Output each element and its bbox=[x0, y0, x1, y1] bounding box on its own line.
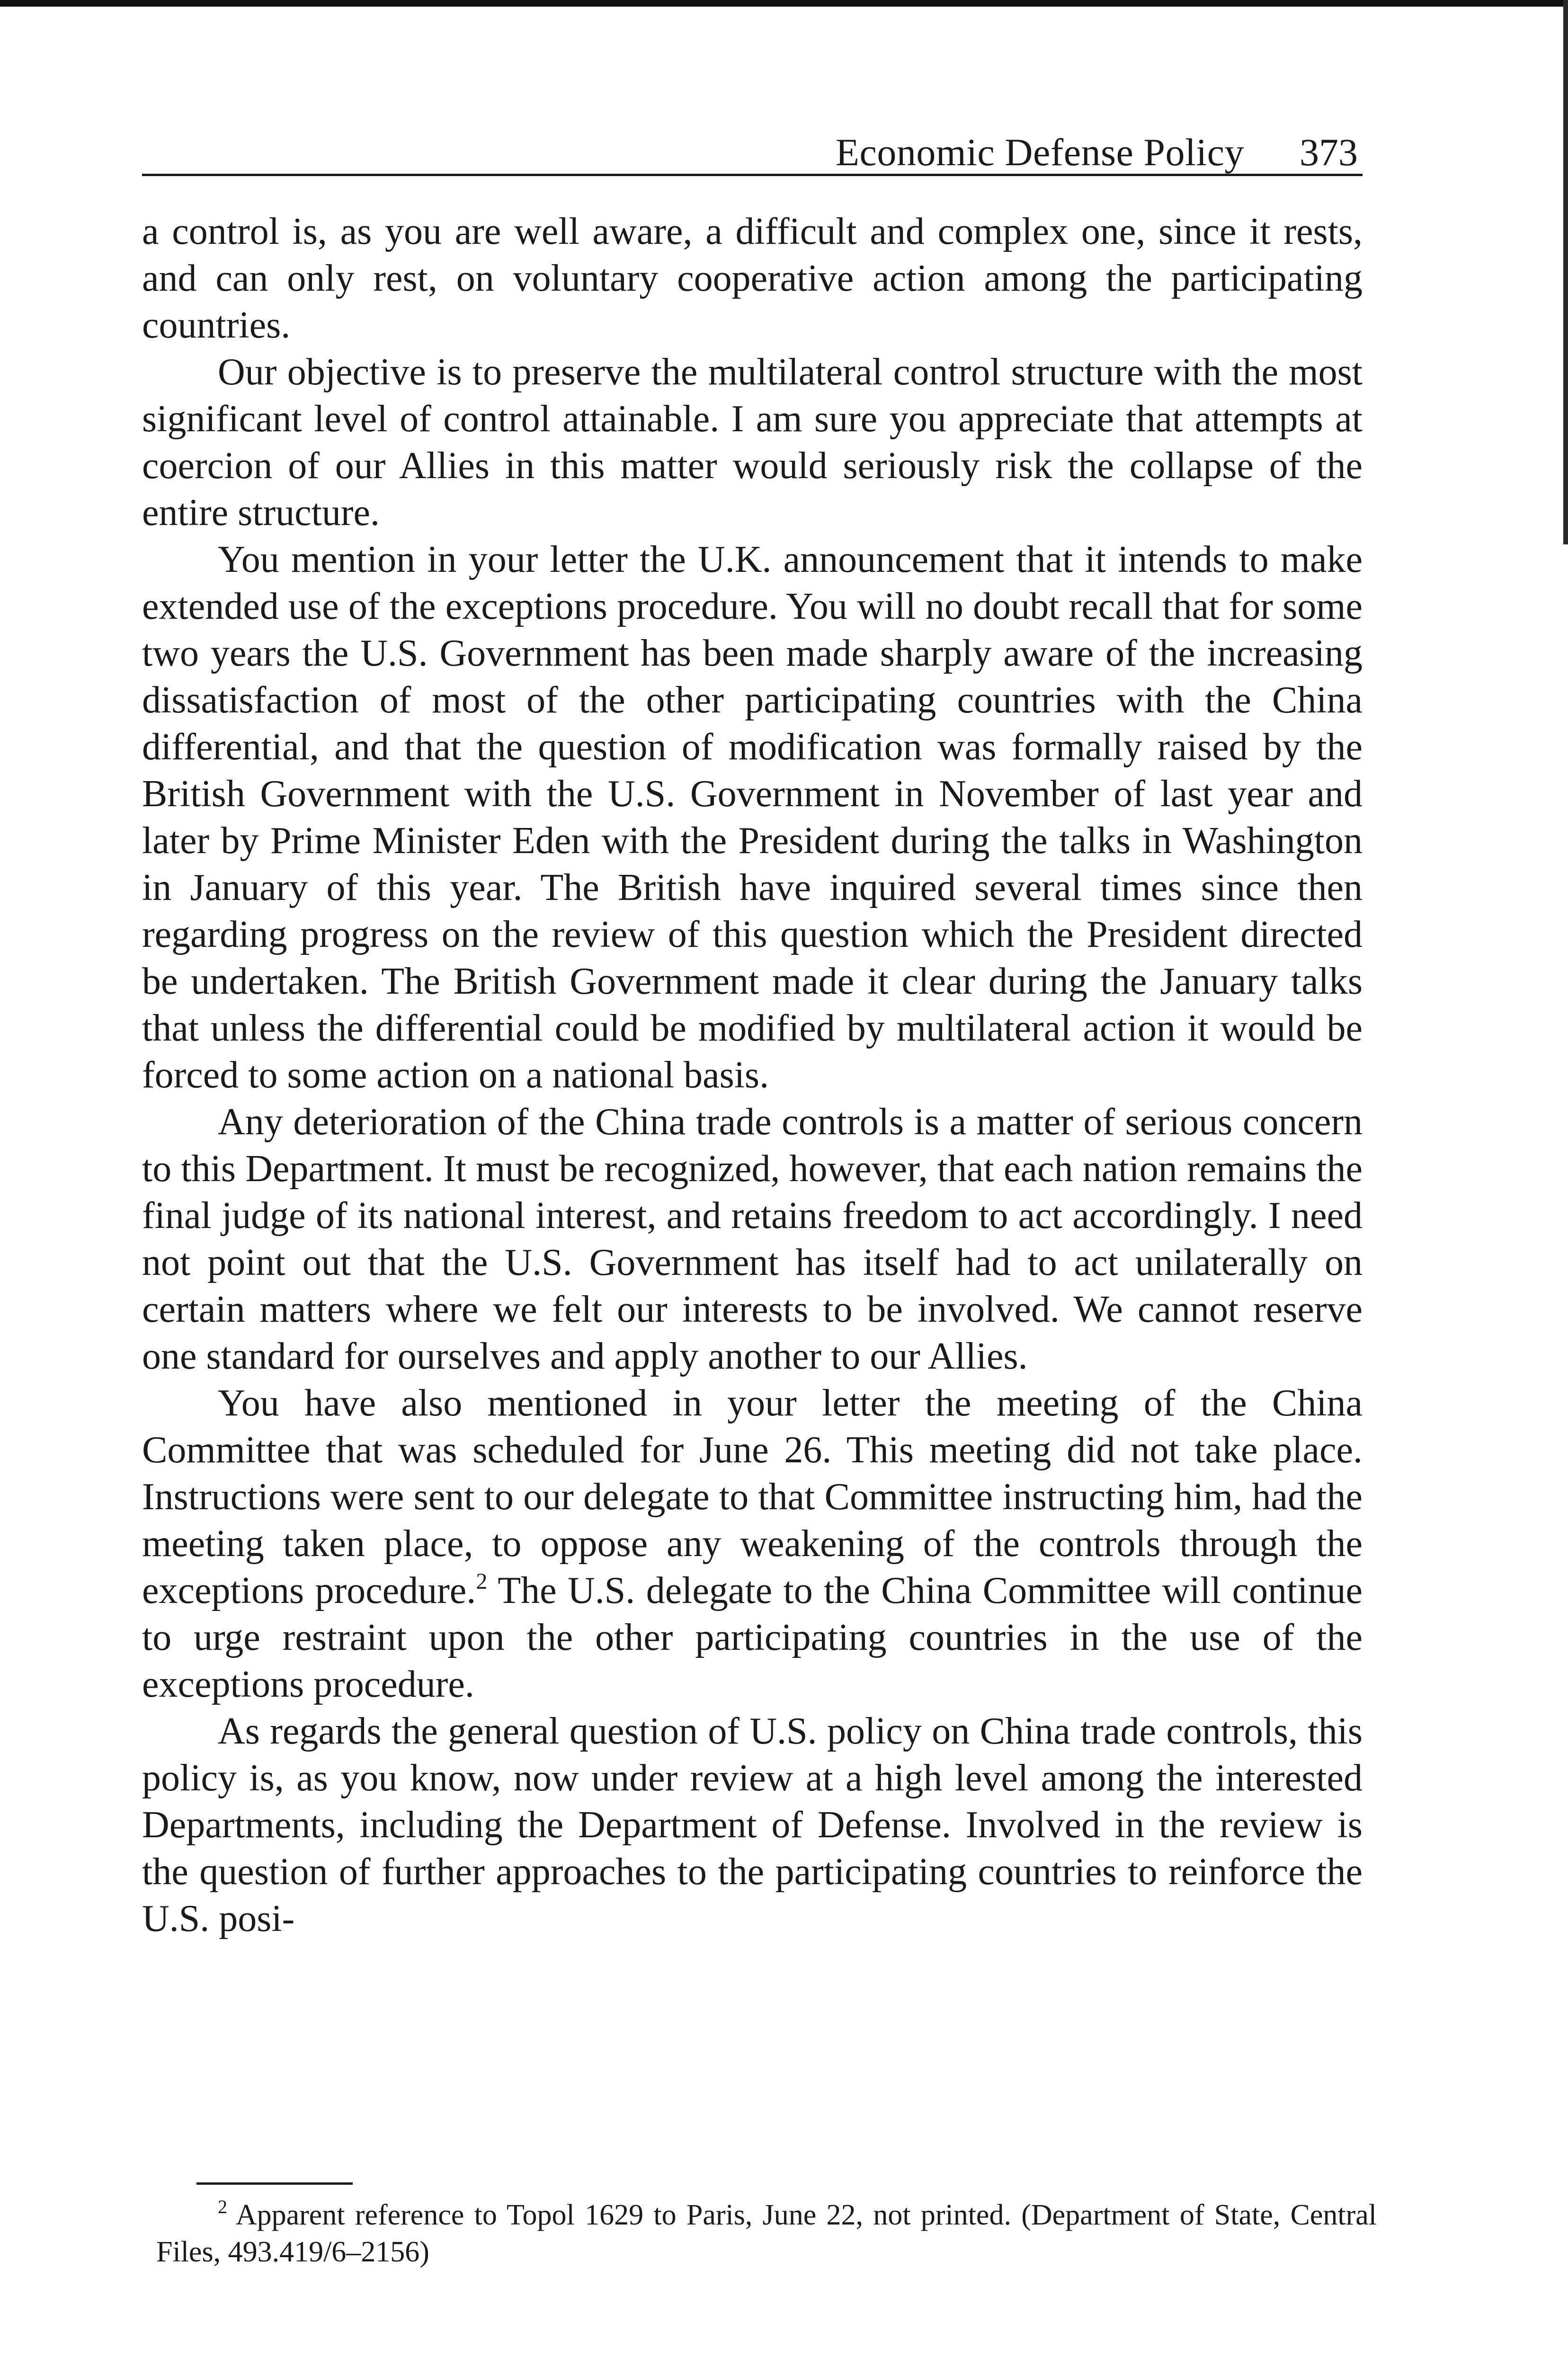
body-text bbox=[142, 208, 1363, 1942]
paragraph-5-text-cont: U.S. delegate to the China Committee will continue to urge restraint upon the other participating countries in the use of the exceptions procedure. bbox=[142, 1570, 1363, 1705]
scan-top-edge bbox=[0, 0, 1568, 7]
paragraph-4: Any deterioration of the China trade controls is a matter of serious concern to this Department. It must be recognized, however, that each nation remains the final judge of its national interest, and retains freedom to act accordingly. I need not point out that the U.S. Government has itself had to act unilaterally on certain matters where we felt our interests to be involved. We cannot reserve one standard for ourselves and apply another to our Allies. bbox=[142, 1101, 1363, 1377]
paragraph-5-continuation: The bbox=[498, 1570, 557, 1611]
footnote-text: Apparent reference to Topol 1629 to Paris, June 22, not printed. (Department of State, Central Files, 493.419/6–2156) bbox=[156, 2199, 1377, 2268]
running-head bbox=[142, 124, 1363, 176]
paragraph-6: As regards the general question of U.S. policy on China trade controls, this policy is, as you know, now under review at a high level among the interested Departments, including the Department of Defense. Involved in the review is the question of further approaches to the participating countries to reinforce the U.S. posi- bbox=[142, 1710, 1363, 1940]
footnote-reference[interactable]: 2 bbox=[476, 1569, 488, 1594]
paragraph-1: a control is, as you are well aware, a difficult and complex one, since it rests, and can only rest, on voluntary cooperative action among the participating countries. bbox=[142, 211, 1363, 346]
paragraph-5-text: You have also mentioned in your letter the meeting of the China Committee that was scheduled for June 26. This meeting did not take place. Instructions were sent to our delegate to that Committee instructing him, had the meeting taken place, to oppose any weakening of the controls through the exceptions procedure. bbox=[142, 1382, 1363, 1611]
running-title: Economic Defense Policy bbox=[835, 131, 1244, 174]
footnote bbox=[156, 2197, 1377, 2270]
paragraph-2: Our objective is to preserve the multilateral control structure with the most significant level of control attainable. I am sure you appreciate that attempts at coercion of our Allies in this matter would seriously risk the collapse of the entire structure. bbox=[142, 351, 1363, 534]
paragraph-5 bbox=[142, 1380, 1363, 1708]
scan-right-edge bbox=[1563, 0, 1568, 544]
paragraph-3: You mention in your letter the U.K. announcement that it intends to make extended use of the exceptions procedure. You will no doubt recall that for some two years the U.S. Government has been made sharply aware of the increasing dissatisfaction of most of the other participating countries with the China differential, and that the question of modification was formally raised by the British Government with the U.S. Government in November of last year and later by Prime Minister Eden with the President during the talks in Washington in January of this year. The British have inquired several times since then regarding progress on the review of this question which the President directed be undertaken. The British Government made it clear during the January talks that unless the differential could be modified by multilateral action it would be forced to some action on a national basis. bbox=[142, 539, 1363, 1096]
footnote-rule bbox=[196, 2182, 353, 2185]
page-number: 373 bbox=[1300, 131, 1358, 174]
footnote-marker: 2 bbox=[218, 2196, 227, 2217]
